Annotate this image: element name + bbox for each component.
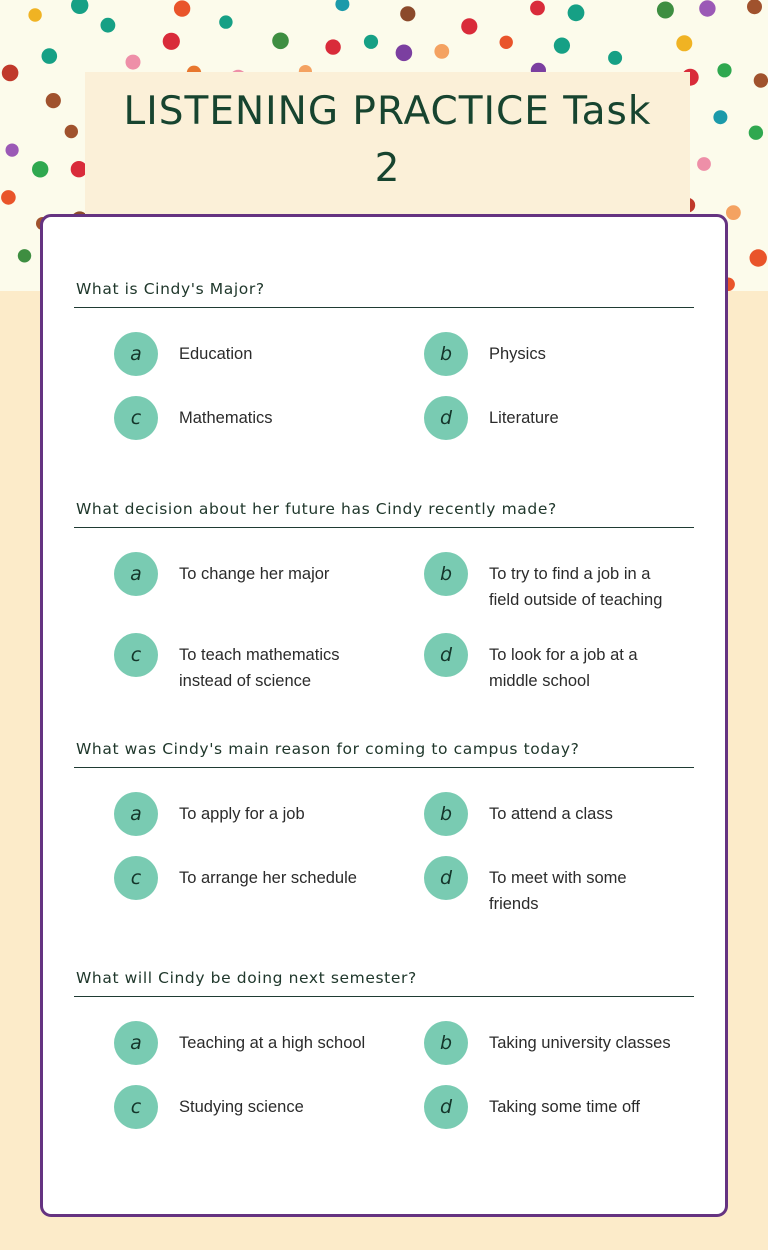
question-block bbox=[74, 740, 694, 927]
option-letter-bubble: b bbox=[424, 1021, 468, 1065]
dot-icon bbox=[554, 38, 570, 54]
dot-icon bbox=[699, 0, 715, 16]
option-letter-bubble: a bbox=[114, 332, 158, 376]
option-label: To attend a class bbox=[489, 805, 613, 824]
option-letter-bubble: d bbox=[424, 856, 468, 900]
option-letter-bubble: b bbox=[424, 792, 468, 836]
option-b[interactable] bbox=[384, 782, 694, 846]
option-b[interactable] bbox=[384, 322, 694, 386]
dot-icon bbox=[608, 51, 622, 65]
dot-icon bbox=[364, 35, 378, 49]
dot-icon bbox=[717, 63, 731, 77]
option-label: To try to find a job in a field outside of teaching bbox=[489, 565, 663, 609]
dot-icon bbox=[163, 33, 180, 50]
page-title: LISTENING PRACTICE Task 2 bbox=[123, 89, 652, 191]
dot-icon bbox=[2, 65, 19, 82]
option-label: To apply for a job bbox=[179, 805, 305, 824]
question-prompt: What will Cindy be doing next semester? bbox=[74, 969, 694, 997]
option-grid bbox=[74, 314, 694, 450]
option-letter-bubble: b bbox=[424, 332, 468, 376]
dot-icon bbox=[126, 55, 141, 70]
dot-icon bbox=[325, 39, 340, 54]
dot-icon bbox=[726, 205, 741, 220]
option-grid bbox=[74, 774, 694, 927]
dot-icon bbox=[219, 15, 232, 28]
option-label: Taking some time off bbox=[489, 1098, 641, 1117]
option-letter-bubble: d bbox=[424, 633, 468, 677]
dot-icon bbox=[749, 126, 763, 140]
option-d[interactable] bbox=[384, 386, 694, 450]
option-label: To teach mathematics instead of science bbox=[179, 646, 340, 690]
dot-icon bbox=[6, 144, 19, 157]
option-label: Taking university classes bbox=[489, 1034, 671, 1053]
option-c[interactable] bbox=[74, 623, 384, 704]
dot-icon bbox=[400, 6, 415, 21]
dot-icon bbox=[71, 0, 88, 14]
question-block bbox=[74, 280, 694, 450]
dot-icon bbox=[530, 1, 545, 16]
dot-icon bbox=[174, 0, 190, 16]
dot-icon bbox=[750, 249, 767, 266]
option-label: Literature bbox=[489, 409, 559, 427]
dot-icon bbox=[461, 18, 477, 34]
option-d[interactable] bbox=[384, 623, 694, 704]
dot-icon bbox=[46, 93, 61, 108]
option-label: To change her major bbox=[179, 565, 330, 583]
option-label: Mathematics bbox=[179, 409, 273, 427]
question-block bbox=[74, 969, 694, 1139]
option-letter-bubble: c bbox=[114, 1085, 158, 1129]
option-a[interactable] bbox=[74, 322, 384, 386]
title-plate bbox=[85, 72, 690, 217]
option-label: Studying science bbox=[179, 1098, 304, 1117]
option-grid bbox=[74, 1003, 694, 1139]
option-label: To meet with some friends bbox=[489, 869, 627, 913]
dot-icon bbox=[18, 249, 31, 262]
dot-icon bbox=[676, 35, 692, 51]
dot-icon bbox=[434, 44, 449, 59]
dot-icon bbox=[396, 45, 413, 62]
option-d[interactable] bbox=[384, 1075, 694, 1139]
option-a[interactable] bbox=[74, 782, 384, 846]
option-label: To arrange her schedule bbox=[179, 869, 357, 888]
option-b[interactable] bbox=[384, 1011, 694, 1075]
dot-icon bbox=[101, 18, 116, 33]
dot-icon bbox=[713, 110, 727, 124]
dot-icon bbox=[32, 161, 48, 177]
dot-icon bbox=[28, 8, 41, 21]
option-label: Physics bbox=[489, 345, 546, 363]
quiz-card-content bbox=[43, 217, 725, 1169]
option-letter-bubble: c bbox=[114, 396, 158, 440]
option-d[interactable] bbox=[384, 846, 694, 927]
quiz-card bbox=[40, 214, 728, 1217]
option-label: Teaching at a high school bbox=[179, 1034, 366, 1053]
option-letter-bubble: c bbox=[114, 633, 158, 677]
option-letter-bubble: d bbox=[424, 396, 468, 440]
dot-icon bbox=[42, 48, 58, 64]
option-b[interactable] bbox=[384, 542, 694, 623]
option-letter-bubble: b bbox=[424, 552, 468, 596]
option-c[interactable] bbox=[74, 386, 384, 450]
dot-icon bbox=[500, 36, 513, 49]
dot-icon bbox=[568, 4, 585, 21]
option-letter-bubble: a bbox=[114, 792, 158, 836]
option-letter-bubble: d bbox=[424, 1085, 468, 1129]
question-prompt: What was Cindy's main reason for coming to campus today? bbox=[74, 740, 694, 768]
dot-icon bbox=[697, 157, 711, 171]
option-label: To look for a job at a middle school bbox=[489, 646, 638, 690]
dot-icon bbox=[272, 33, 289, 50]
dot-icon bbox=[65, 125, 78, 138]
dot-icon bbox=[335, 0, 349, 11]
option-letter-bubble: a bbox=[114, 552, 158, 596]
option-letter-bubble: a bbox=[114, 1021, 158, 1065]
option-grid bbox=[74, 534, 694, 704]
question-block bbox=[74, 500, 694, 704]
option-letter-bubble: c bbox=[114, 856, 158, 900]
option-a[interactable] bbox=[74, 542, 384, 623]
dot-icon bbox=[747, 0, 762, 14]
option-a[interactable] bbox=[74, 1011, 384, 1075]
question-prompt: What is Cindy's Major? bbox=[74, 280, 694, 308]
option-c[interactable] bbox=[74, 846, 384, 927]
question-prompt: What decision about her future has Cindy recently made? bbox=[74, 500, 694, 528]
option-label: Education bbox=[179, 345, 253, 363]
dot-icon bbox=[1, 190, 16, 205]
option-c[interactable] bbox=[74, 1075, 384, 1139]
dot-icon bbox=[754, 73, 768, 87]
dot-icon bbox=[657, 2, 674, 19]
